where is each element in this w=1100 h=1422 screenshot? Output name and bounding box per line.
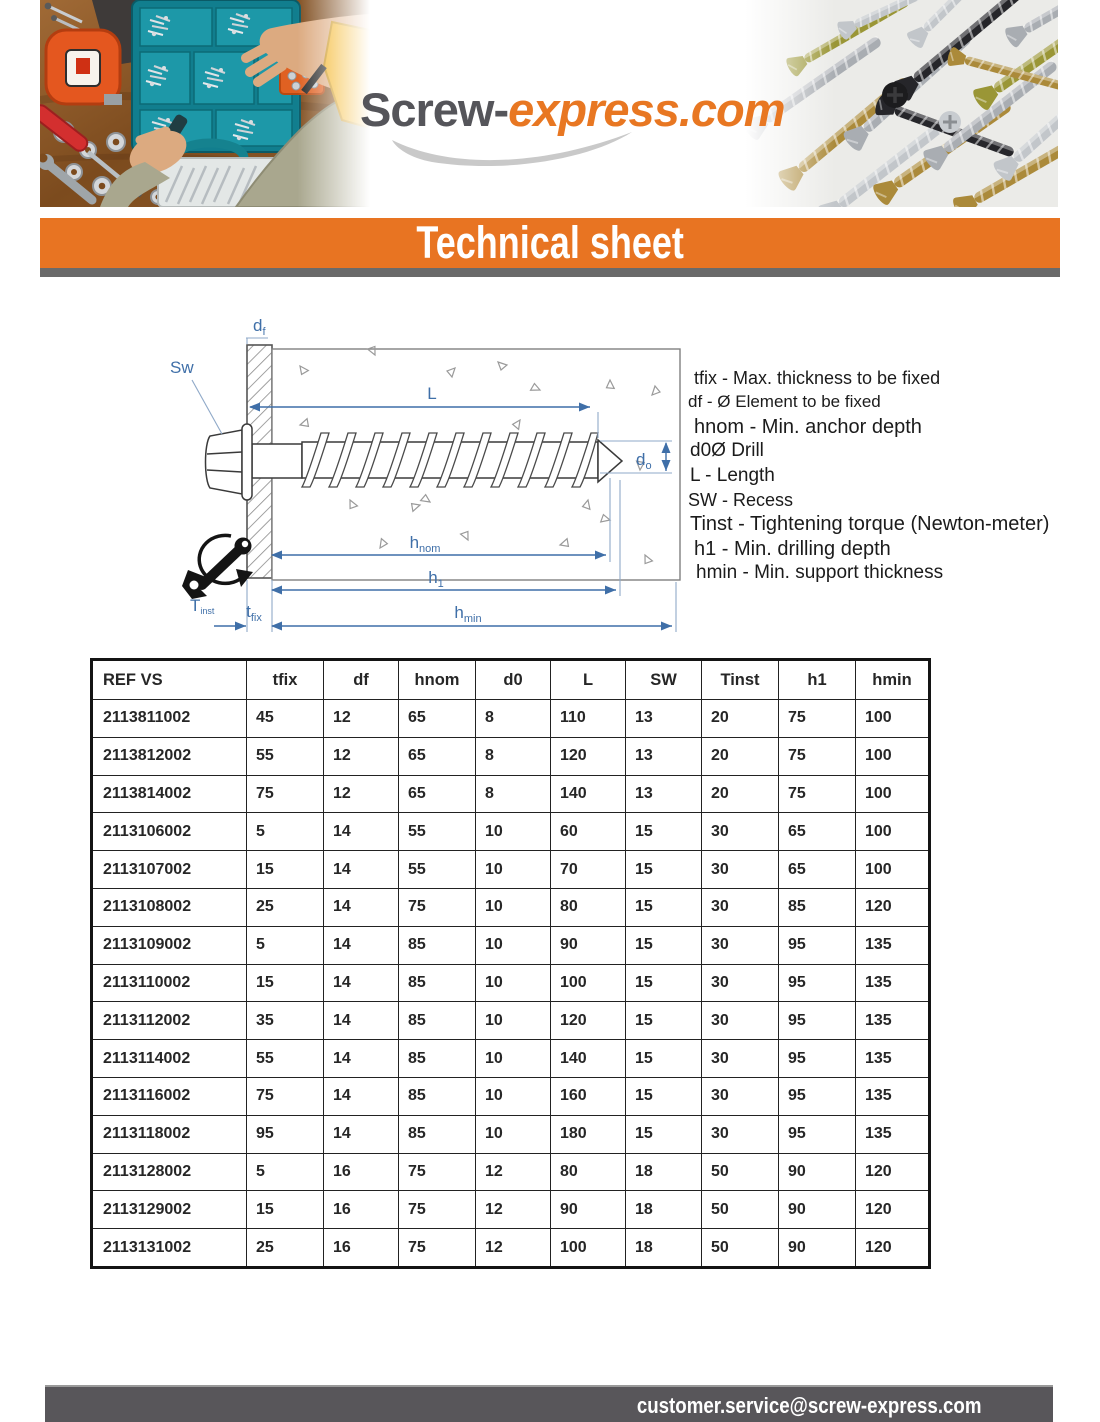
h1-cell: 90 <box>779 1229 856 1268</box>
hmin-cell: 120 <box>856 888 930 926</box>
label-df: $d_f$ <box>253 316 266 338</box>
tfix-cell: 75 <box>247 775 324 813</box>
h1-cell: 75 <box>779 737 856 775</box>
table-header-cell: hmin <box>856 660 930 700</box>
df-cell: 14 <box>324 888 399 926</box>
table-header-cell: h1 <box>779 660 856 700</box>
l-cell: 120 <box>551 737 626 775</box>
l-cell: 90 <box>551 926 626 964</box>
hnom-cell: 75 <box>399 1153 476 1191</box>
df-cell: 14 <box>324 1002 399 1040</box>
ref-cell: 2113118002 <box>92 1115 247 1153</box>
tfix-cell: 35 <box>247 1002 324 1040</box>
d0-cell: 10 <box>476 926 551 964</box>
table-row <box>92 1229 930 1268</box>
hnom-cell: 85 <box>399 926 476 964</box>
df-cell: 12 <box>324 700 399 738</box>
ref-cell: 2113110002 <box>92 964 247 1002</box>
workbench-photo-art <box>40 0 370 207</box>
logo-text-screw: Screw- <box>360 83 509 136</box>
d0-cell: 12 <box>476 1153 551 1191</box>
ref-cell: 2113112002 <box>92 1002 247 1040</box>
tinst-cell: 50 <box>702 1153 779 1191</box>
hnom-cell: 65 <box>399 700 476 738</box>
table-row <box>92 1040 930 1078</box>
tinst-cell: 20 <box>702 737 779 775</box>
tfix-cell: 5 <box>247 813 324 851</box>
table-row <box>92 1191 930 1229</box>
hnom-cell: 75 <box>399 1191 476 1229</box>
h1-cell: 65 <box>779 851 856 889</box>
df-cell: 16 <box>324 1191 399 1229</box>
table-row <box>92 888 930 926</box>
l-cell: 100 <box>551 964 626 1002</box>
tinst-cell: 30 <box>702 888 779 926</box>
hmin-cell: 135 <box>856 1115 930 1153</box>
df-cell: 14 <box>324 1077 399 1115</box>
spec-table-body <box>92 700 930 1268</box>
tinst-cell: 20 <box>702 775 779 813</box>
tfix-cell: 15 <box>247 851 324 889</box>
df-cell: 16 <box>324 1153 399 1191</box>
l-cell: 140 <box>551 775 626 813</box>
tinst-cell: 30 <box>702 1002 779 1040</box>
table-row <box>92 1153 930 1191</box>
ref-cell: 2113811002 <box>92 700 247 738</box>
d0-cell: 12 <box>476 1191 551 1229</box>
h1-cell: 65 <box>779 813 856 851</box>
df-cell: 14 <box>324 964 399 1002</box>
legend-item: hnom - Min. anchor depth <box>694 415 922 438</box>
sw-cell: 15 <box>626 888 702 926</box>
l-cell: 180 <box>551 1115 626 1153</box>
legend-item: df - Ø Element to be fixed <box>688 392 881 412</box>
sw-cell: 18 <box>626 1153 702 1191</box>
df-cell: 14 <box>324 1115 399 1153</box>
d0-cell: 10 <box>476 851 551 889</box>
h1-cell: 90 <box>779 1153 856 1191</box>
sw-cell: 15 <box>626 851 702 889</box>
hmin-cell: 100 <box>856 737 930 775</box>
label-l: L <box>427 384 437 403</box>
d0-cell: 12 <box>476 1229 551 1268</box>
table-row <box>92 964 930 1002</box>
page-title: Technical sheet <box>416 217 684 268</box>
table-header-cell: d0 <box>476 660 551 700</box>
d0-cell: 10 <box>476 813 551 851</box>
table-header-cell: REF VS <box>92 660 247 700</box>
ref-cell: 2113109002 <box>92 926 247 964</box>
h1-cell: 75 <box>779 775 856 813</box>
tfix-cell: 5 <box>247 1153 324 1191</box>
hmin-cell: 135 <box>856 1040 930 1078</box>
label-h1: $h_1$ <box>428 568 444 590</box>
table-header-cell: SW <box>626 660 702 700</box>
hnom-cell: 65 <box>399 775 476 813</box>
hnom-cell: 65 <box>399 737 476 775</box>
h1-cell: 90 <box>779 1191 856 1229</box>
hnom-cell: 85 <box>399 964 476 1002</box>
legend-item: tfix - Max. thickness to be fixed <box>694 368 941 388</box>
workbench-photo <box>40 0 370 207</box>
df-cell: 16 <box>324 1229 399 1268</box>
hmin-cell: 100 <box>856 851 930 889</box>
sw-cell: 18 <box>626 1191 702 1229</box>
tinst-cell: 30 <box>702 851 779 889</box>
hnom-cell: 75 <box>399 888 476 926</box>
table-row <box>92 851 930 889</box>
label-d0: $d_o$ <box>636 450 652 472</box>
ref-cell: 2113106002 <box>92 813 247 851</box>
tinst-cell: 30 <box>702 1077 779 1115</box>
hmin-cell: 100 <box>856 813 930 851</box>
d0-cell: 8 <box>476 737 551 775</box>
h1-cell: 95 <box>779 1002 856 1040</box>
torque-wrench-icon <box>182 535 253 599</box>
table-row <box>92 1115 930 1153</box>
h1-cell: 95 <box>779 926 856 964</box>
d0-cell: 10 <box>476 964 551 1002</box>
sw-cell: 18 <box>626 1229 702 1268</box>
l-cell: 110 <box>551 700 626 738</box>
hmin-cell: 100 <box>856 700 930 738</box>
hmin-cell: 135 <box>856 964 930 1002</box>
legend-item: d0Ø Drill <box>690 440 764 462</box>
tinst-cell: 30 <box>702 1040 779 1078</box>
label-hnom: $h_{nom}$ <box>409 533 441 555</box>
table-row <box>92 775 930 813</box>
l-cell: 160 <box>551 1077 626 1115</box>
d0-cell: 8 <box>476 775 551 813</box>
df-cell: 14 <box>324 813 399 851</box>
label-sw: Sw <box>170 358 194 377</box>
h1-cell: 85 <box>779 888 856 926</box>
d0-cell: 8 <box>476 700 551 738</box>
ref-cell: 2113107002 <box>92 851 247 889</box>
sw-cell: 15 <box>626 813 702 851</box>
df-cell: 14 <box>324 926 399 964</box>
logo-swoosh <box>388 128 638 170</box>
banner-shadow-bar <box>40 268 1060 277</box>
tinst-cell: 20 <box>702 700 779 738</box>
tinst-cell: 30 <box>702 926 779 964</box>
l-cell: 80 <box>551 1153 626 1191</box>
h1-cell: 75 <box>779 700 856 738</box>
label-hmin: $h_{min}$ <box>454 603 482 625</box>
legend-item: L - Length <box>690 464 775 486</box>
table-header-row <box>92 660 930 700</box>
spec-table <box>90 658 931 1269</box>
legend-item: hmin - Min. support thickness <box>696 562 944 584</box>
hnom-cell: 85 <box>399 1115 476 1153</box>
ref-cell: 2113116002 <box>92 1077 247 1115</box>
title-banner <box>40 218 1060 268</box>
tfix-cell: 45 <box>247 700 324 738</box>
tinst-cell: 30 <box>702 813 779 851</box>
table-header-cell: L <box>551 660 626 700</box>
table-header-cell: Tinst <box>702 660 779 700</box>
l-cell: 90 <box>551 1191 626 1229</box>
legend <box>688 366 1060 586</box>
table-row <box>92 926 930 964</box>
table-row <box>92 813 930 851</box>
legend-item: SW - Recess <box>688 490 794 511</box>
ref-cell: 2113128002 <box>92 1153 247 1191</box>
tinst-cell: 30 <box>702 1115 779 1153</box>
table-header-cell: df <box>324 660 399 700</box>
tfix-cell: 15 <box>247 964 324 1002</box>
d0-cell: 10 <box>476 888 551 926</box>
tfix-cell: 55 <box>247 1040 324 1078</box>
d0-cell: 10 <box>476 1040 551 1078</box>
l-cell: 120 <box>551 1002 626 1040</box>
ref-cell: 2113108002 <box>92 888 247 926</box>
ref-cell: 2113131002 <box>92 1229 247 1268</box>
logo-text-express: express.com <box>508 83 785 136</box>
table-row <box>92 737 930 775</box>
h1-cell: 95 <box>779 964 856 1002</box>
table-row <box>92 1002 930 1040</box>
tfix-cell: 25 <box>247 888 324 926</box>
table-header-cell: tfix <box>247 660 324 700</box>
tfix-cell: 75 <box>247 1077 324 1115</box>
tinst-cell: 50 <box>702 1191 779 1229</box>
hnom-cell: 85 <box>399 1002 476 1040</box>
sw-cell: 13 <box>626 737 702 775</box>
sw-cell: 15 <box>626 1040 702 1078</box>
ref-cell: 2113814002 <box>92 775 247 813</box>
sw-cell: 15 <box>626 1002 702 1040</box>
sw-cell: 15 <box>626 926 702 964</box>
screws-photo-art <box>745 0 1058 207</box>
hnom-cell: 55 <box>399 851 476 889</box>
footer-bar <box>45 1385 1053 1422</box>
sw-cell: 13 <box>626 775 702 813</box>
hmin-cell: 100 <box>856 775 930 813</box>
hmin-cell: 120 <box>856 1191 930 1229</box>
hnom-cell: 75 <box>399 1229 476 1268</box>
l-cell: 100 <box>551 1229 626 1268</box>
table-header-cell: hnom <box>399 660 476 700</box>
sw-cell: 15 <box>626 1077 702 1115</box>
l-cell: 140 <box>551 1040 626 1078</box>
tfix-cell: 95 <box>247 1115 324 1153</box>
hmin-cell: 120 <box>856 1229 930 1268</box>
sw-cell: 15 <box>626 964 702 1002</box>
ref-cell: 2113114002 <box>92 1040 247 1078</box>
anchor-diagram <box>150 300 710 650</box>
hmin-cell: 120 <box>856 1153 930 1191</box>
hnom-cell: 55 <box>399 813 476 851</box>
hnom-cell: 85 <box>399 1040 476 1078</box>
l-cell: 70 <box>551 851 626 889</box>
table-row <box>92 700 930 738</box>
l-cell: 80 <box>551 888 626 926</box>
h1-cell: 95 <box>779 1040 856 1078</box>
d0-cell: 10 <box>476 1002 551 1040</box>
tfix-cell: 25 <box>247 1229 324 1268</box>
hmin-cell: 135 <box>856 1002 930 1040</box>
tfix-cell: 55 <box>247 737 324 775</box>
sw-cell: 15 <box>626 1115 702 1153</box>
d0-cell: 10 <box>476 1115 551 1153</box>
df-cell: 12 <box>324 737 399 775</box>
hmin-cell: 135 <box>856 926 930 964</box>
tfix-cell: 5 <box>247 926 324 964</box>
ref-cell: 2113129002 <box>92 1191 247 1229</box>
legend-item: Tinst - Tightening torque (Newton-meter) <box>690 513 1050 536</box>
table-row <box>92 1077 930 1115</box>
d0-cell: 10 <box>476 1077 551 1115</box>
contact-email: customer.service@screw-express.com <box>636 1392 981 1418</box>
df-cell: 12 <box>324 775 399 813</box>
tinst-cell: 30 <box>702 964 779 1002</box>
hnom-cell: 85 <box>399 1077 476 1115</box>
label-tinst: Tinst <box>190 596 215 616</box>
h1-cell: 95 <box>779 1077 856 1115</box>
sw-cell: 13 <box>626 700 702 738</box>
hmin-cell: 135 <box>856 1077 930 1115</box>
legend-item: h1 - Min. drilling depth <box>694 537 891 560</box>
label-tfix: $t_{fix}$ <box>246 602 262 624</box>
ref-cell: 2113812002 <box>92 737 247 775</box>
h1-cell: 95 <box>779 1115 856 1153</box>
tfix-cell: 15 <box>247 1191 324 1229</box>
tinst-cell: 50 <box>702 1229 779 1268</box>
l-cell: 60 <box>551 813 626 851</box>
df-cell: 14 <box>324 1040 399 1078</box>
screws-photo <box>745 0 1058 207</box>
df-cell: 14 <box>324 851 399 889</box>
